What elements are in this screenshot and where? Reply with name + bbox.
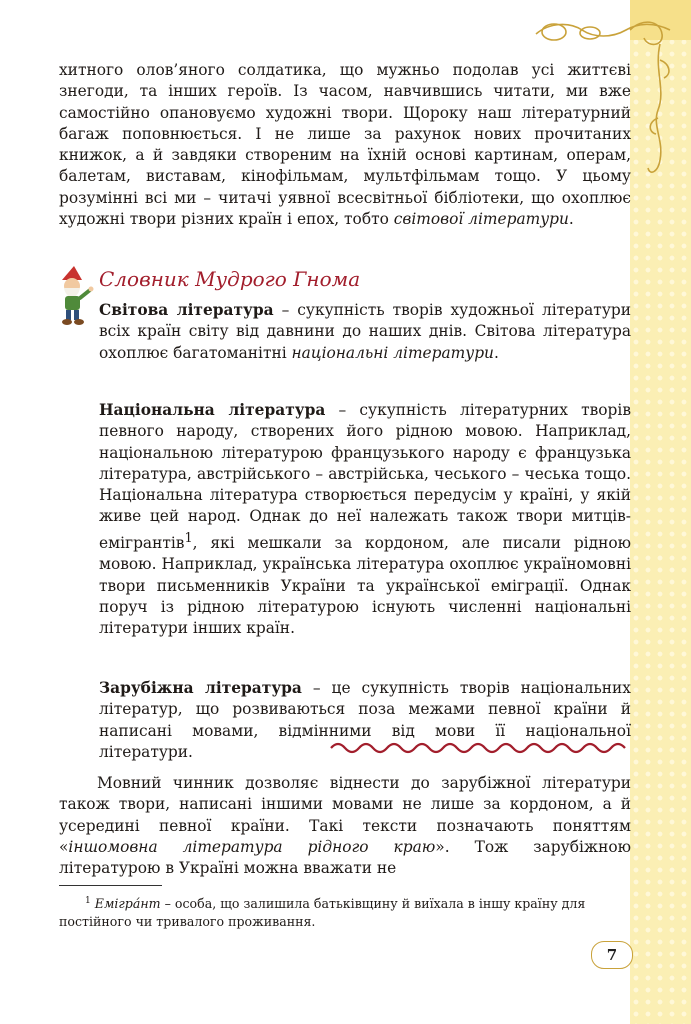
footnote: $^1$ Емігра́нт – особа, що залишила батьківщину й виїхала в іншу країну для постійного чи тривалого проживання.	[59, 896, 586, 930]
world-literature-definition: Світова література – сукупність творів художньої літератури всіх країн світу від давнини до наших днів. Світова література охоплює багатоманітні національні літератури.	[99, 301, 631, 362]
footnote-term: Емігра́нт	[94, 896, 161, 912]
foreign-language-literature-term: іншомовна література рідного краю	[68, 837, 436, 856]
dictionary-heading: Словник Мудрого Гнома	[99, 267, 361, 291]
footnote-divider	[59, 885, 162, 886]
term-national-literature: Національна література	[99, 401, 326, 419]
page-number: 7	[591, 941, 633, 969]
footnote-reference: 1	[184, 530, 193, 546]
term-foreign-literature: Зарубіжна література	[99, 679, 302, 697]
closing-paragraph: Мовний чинник дозволяє віднести до зарубіжної літератури також твори, написані іншими мовами не лише за кордоном, а й усередині певної країни. Такі тексти позначають поняттям «іншомовна література рідного краю». Тож зарубіжною літературою в Україні можна вважати не	[59, 774, 631, 878]
wavy-divider-icon	[329, 736, 630, 756]
intro-paragraph: хитного олов’яного солдатика, що мужньо подолав усі життєві знегоди, та інших героїв. Із часом, навчившись читати, ми вже самостійно опановуємо художні твори. Щороку наш літературний багаж поповнюється. І не лише за рахунок нових прочитаних книжок, а й завдяки створеним на їхній основі картинам, операм, балетам, виставам, кінофільмам, мультфільмам тощо. У цьому розумінні всі ми – читачі уявної всесвітньої бібліотеки, що охоплює художні твори різних країн і епох, тобто світової літератури.	[59, 61, 631, 229]
gnome-icon	[52, 266, 96, 326]
world-literature-term: світової літератури	[393, 210, 569, 229]
term-world-literature: Світова література	[99, 301, 274, 319]
national-literature-definition: Національна література – сукупність літературних творів певного народу, створених його рідною мовою. Наприклад, національною літературою французького народу є французька література, австрійського – австрійська, чеського – чеська тощо. Національна література створюється передусім у країні, у якій живе цей народ. Однак до неї належать також твори митців-емігрантів$^1$, які мешкали за кордоном, але писали рідною мовою. Наприклад, українська література охоплює україномовні твори письменників України та української еміграції. Однак поруч із рідною літературою існують численні національні літератури інших країн.	[99, 401, 631, 638]
foreign-literature-definition: Зарубіжна література – це сукупність творів національних літератур, що розвиваються поза межами певної країни й написані мовами, відмінними від мови її національної літератури.	[99, 679, 631, 761]
